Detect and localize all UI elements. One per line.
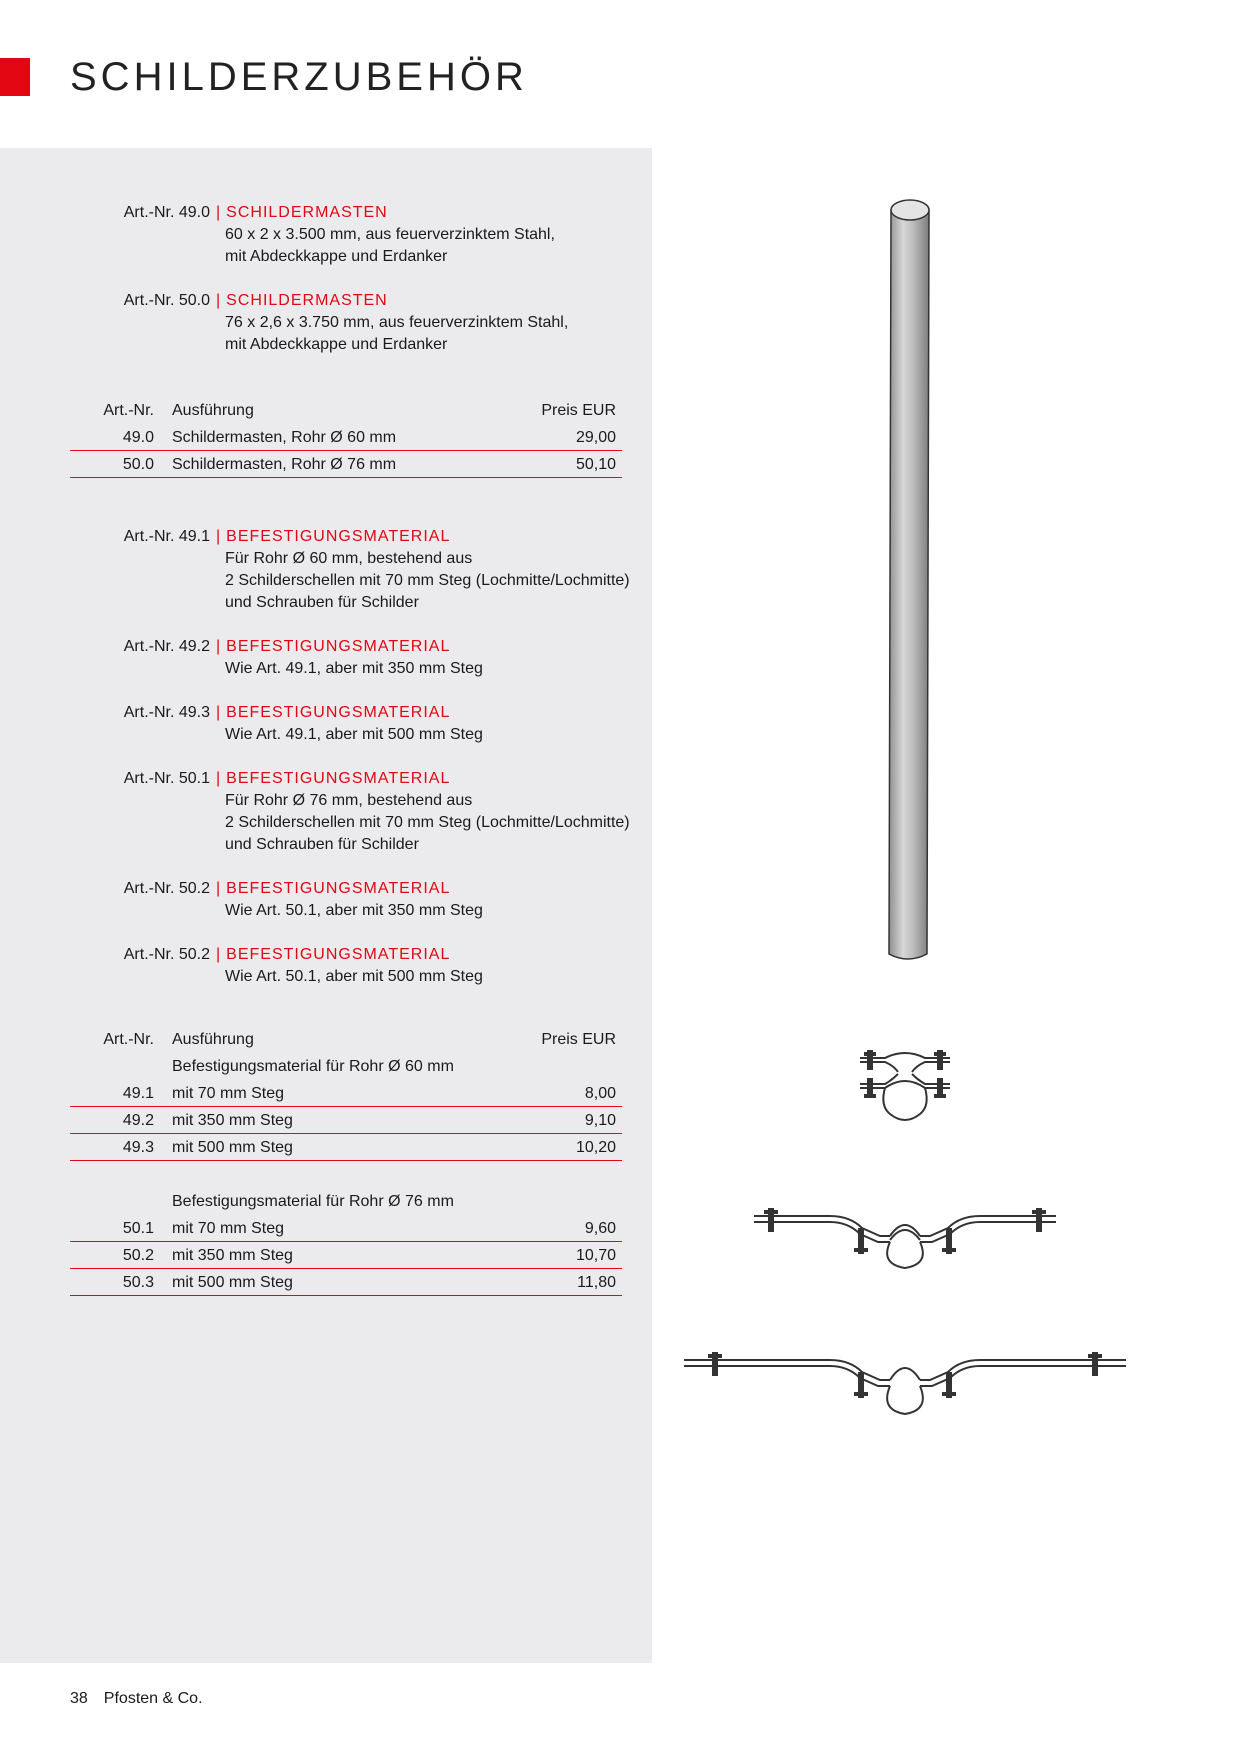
footer-brand: Pfosten & Co. [103,1690,203,1707]
table-group-title [70,1053,622,1080]
article-49-0 [70,202,630,268]
article-50-2 [70,878,630,922]
group-title: Befestigungsmaterial für Rohr Ø 60 mm [172,1058,454,1075]
cell-desc: Schildermasten, Rohr Ø 76 mm [172,456,397,473]
table-row [70,1134,622,1161]
cell-desc: mit 350 mm Steg [172,1112,293,1129]
article-49-3 [70,702,630,746]
table-row [70,1107,622,1134]
article-desc-line: Wie Art. 49.1, aber mit 500 mm Steg [225,726,483,743]
red-square-marker [0,58,30,96]
cell-nr: 49.3 [122,1139,154,1156]
cell-desc: mit 70 mm Steg [172,1220,285,1237]
cell-price: 29,00 [575,429,616,446]
col-header-price: Preis EUR [541,1031,616,1048]
cell-nr: 50.1 [122,1220,154,1237]
cell-price: 10,20 [575,1139,616,1156]
group-title: Befestigungsmaterial für Rohr Ø 76 mm [172,1193,454,1210]
article-title: BEFESTIGUNGSMATERIAL [226,770,451,787]
table-group-title [70,1188,622,1215]
cell-nr: 50.2 [122,1247,154,1264]
page-title: SCHILDERZUBEHÖR [70,55,528,99]
article-desc-line: 76 x 2,6 x 3.750 mm, aus feuerverzinktem Stahl, [225,314,569,331]
table-header [70,1026,622,1053]
article-desc-line: 2 Schilderschellen mit 70 mm Steg (Lochmitte/Lochmitte) [225,572,630,589]
cell-desc: mit 500 mm Steg [172,1274,293,1291]
article-number: Art.-Nr. 50.2 [123,946,210,963]
separator: | [216,770,221,787]
separator: | [216,946,221,963]
cell-nr: 50.0 [122,456,154,473]
article-49-1 [70,526,630,614]
col-header-desc: Ausführung [172,1031,254,1048]
article-desc-line: und Schrauben für Schilder [225,836,419,853]
separator: | [216,880,221,897]
article-title: BEFESTIGUNGSMATERIAL [226,528,451,545]
spacer-row [70,1161,622,1188]
cell-price: 8,00 [584,1085,616,1102]
clamp-long-illustration [680,1346,1130,1426]
sign-post-illustration [880,196,940,966]
clamp-medium-illustration [750,1200,1060,1280]
cell-price: 9,10 [584,1112,616,1129]
cell-desc: Schildermasten, Rohr Ø 60 mm [172,429,397,446]
table-row [70,1080,622,1107]
table-row [70,1242,622,1269]
article-50-2b [70,944,630,988]
page-number: 38 [70,1690,88,1707]
article-50-0 [70,290,630,356]
article-title: SCHILDERMASTEN [226,204,388,221]
article-number: Art.-Nr. 49.1 [123,528,210,545]
cell-nr: 49.1 [122,1085,154,1102]
separator: | [216,528,221,545]
clamp-short-illustration [850,1044,960,1130]
separator: | [216,704,221,721]
separator: | [216,292,221,309]
table-row [70,451,622,478]
cell-price: 11,80 [577,1274,616,1291]
cell-price: 10,70 [575,1247,616,1264]
table-row [70,1215,622,1242]
cell-nr: 49.0 [122,429,154,446]
article-title: BEFESTIGUNGSMATERIAL [226,638,451,655]
article-49-2 [70,636,630,680]
separator: | [216,204,221,221]
article-desc-line: 2 Schilderschellen mit 70 mm Steg (Lochmitte/Lochmitte) [225,814,630,831]
cell-nr: 49.2 [122,1112,154,1129]
article-title: SCHILDERMASTEN [226,292,388,309]
cell-nr: 50.3 [122,1274,154,1291]
article-desc-line: Für Rohr Ø 76 mm, bestehend aus [225,792,473,809]
col-header-nr: Art.-Nr. [103,1031,154,1048]
cell-desc: mit 350 mm Steg [172,1247,293,1264]
article-desc-line: und Schrauben für Schilder [225,594,419,611]
col-header-desc: Ausführung [172,402,254,419]
cell-price: 50,10 [575,456,616,473]
article-title: BEFESTIGUNGSMATERIAL [226,946,451,963]
cell-desc: mit 500 mm Steg [172,1139,293,1156]
article-number: Art.-Nr. 50.0 [123,292,210,309]
col-header-nr: Art.-Nr. [103,402,154,419]
separator: | [216,638,221,655]
cell-desc: mit 70 mm Steg [172,1085,285,1102]
article-desc-line: 60 x 2 x 3.500 mm, aus feuerverzinktem Stahl, [225,226,555,243]
article-desc-line: Für Rohr Ø 60 mm, bestehend aus [225,550,473,567]
article-desc-line: mit Abdeckkappe und Erdanker [225,248,448,265]
article-50-1 [70,768,630,856]
price-table-mount [70,1026,622,1296]
page-footer [70,1690,203,1708]
article-desc-line: Wie Art. 49.1, aber mit 350 mm Steg [225,660,483,677]
table-row [70,1269,622,1296]
cell-price: 9,60 [584,1220,616,1237]
article-desc-line: Wie Art. 50.1, aber mit 500 mm Steg [225,968,483,985]
price-table-masts [70,397,622,478]
table-row [70,424,622,451]
article-desc-line: Wie Art. 50.1, aber mit 350 mm Steg [225,902,483,919]
article-number: Art.-Nr. 49.0 [123,204,210,221]
article-number: Art.-Nr. 50.2 [123,880,210,897]
article-title: BEFESTIGUNGSMATERIAL [226,880,451,897]
col-header-price: Preis EUR [541,402,616,419]
article-number: Art.-Nr. 49.2 [123,638,210,655]
article-number: Art.-Nr. 50.1 [123,770,210,787]
article-title: BEFESTIGUNGSMATERIAL [226,704,451,721]
article-desc-line: mit Abdeckkappe und Erdanker [225,336,448,353]
table-header [70,397,622,424]
article-number: Art.-Nr. 49.3 [123,704,210,721]
